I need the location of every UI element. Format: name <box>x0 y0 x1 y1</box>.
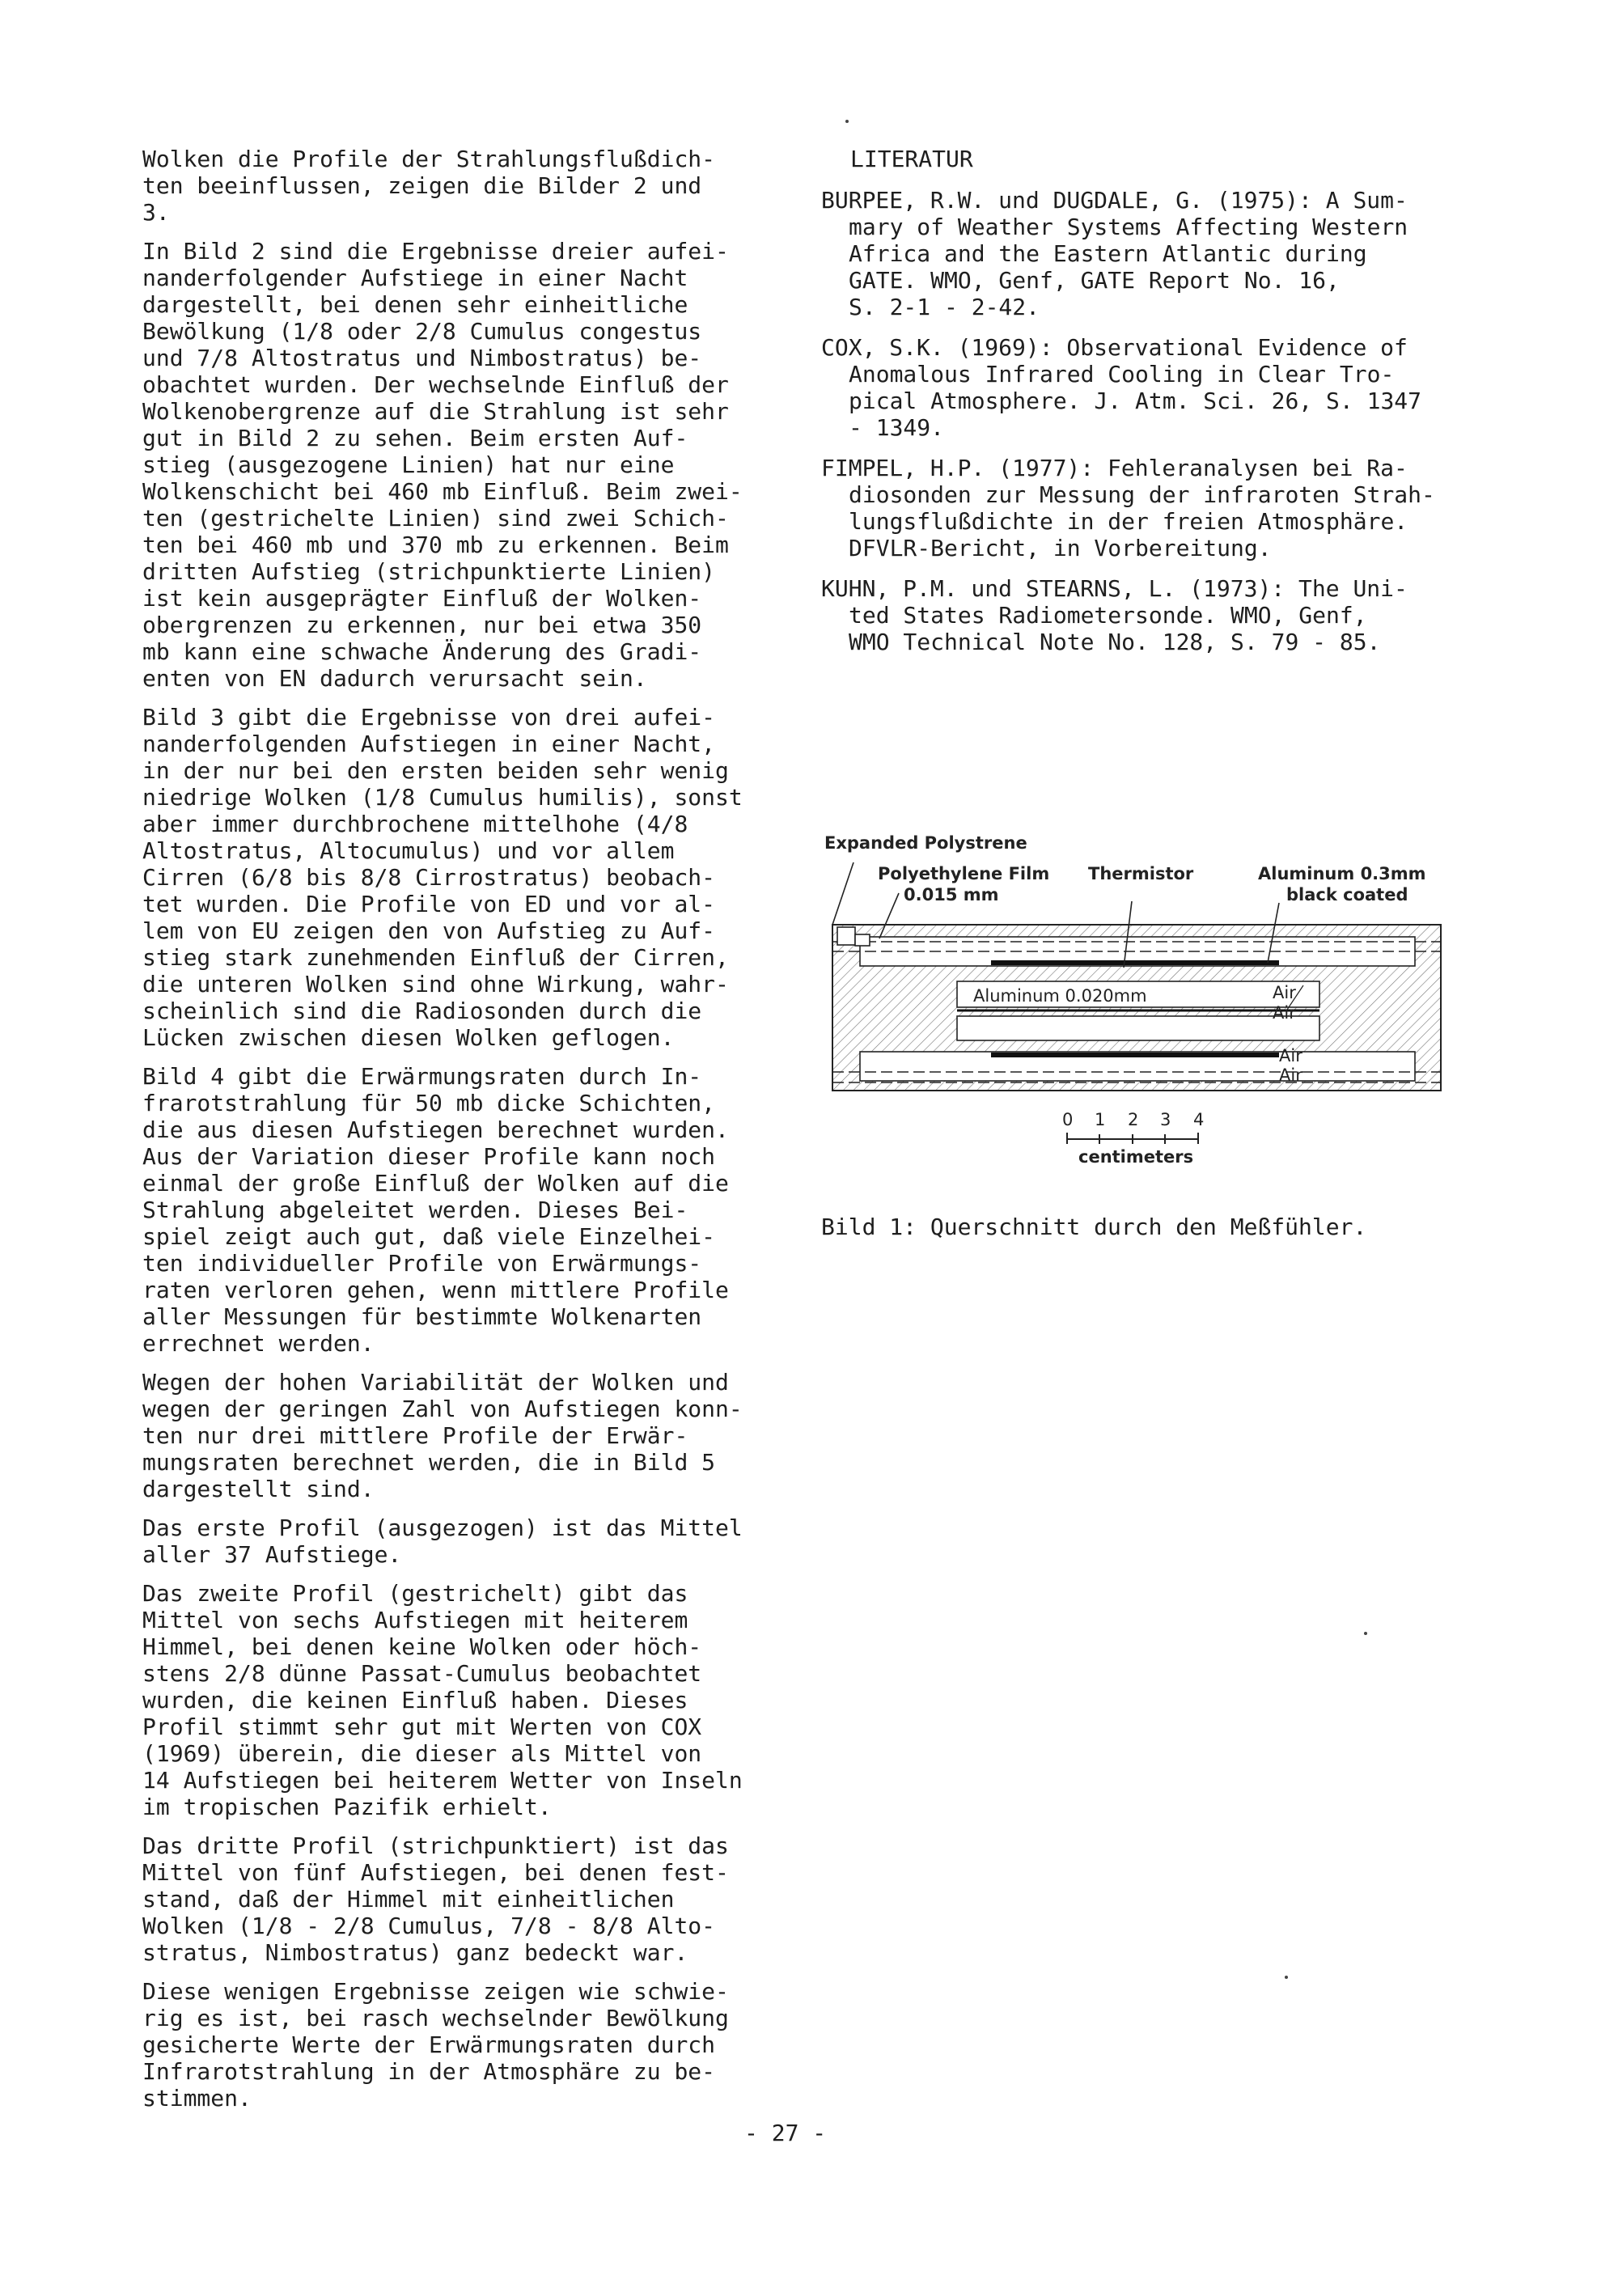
scan-speck <box>845 120 849 123</box>
scan-speck <box>1364 1632 1367 1635</box>
scale-tick-label: 2 <box>1128 1110 1139 1129</box>
left-column <box>142 146 790 2124</box>
scale-unit-label: centimeters <box>1078 1147 1194 1167</box>
sensor-cross-section-figure <box>821 824 1476 1180</box>
reference-entry: FIMPEL, H.P. (1977): Fehleranalysen bei Ra- diosonden zur Messung der infraroten Strah- lungsflußdichte in der freien Atmosphäre. DFVLR-Bericht, in Vorbereitung. <box>821 455 1435 561</box>
reference-entry: BURPEE, R.W. und DUGDALE, G. (1975): A Sum- mary of Weather Systems Affecting Western Africa and the Eastern Atlantic during GATE. WMO, Genf, GATE Report No. 16, S. 2-1 - 2-42. <box>821 187 1408 320</box>
right-column <box>821 146 1493 669</box>
label-expanded-polystrene: Expanded Polystrene <box>824 833 1027 853</box>
label-aluminum-outer: Aluminum 0.3mm <box>1258 864 1426 883</box>
label-air: Air <box>1273 983 1296 1002</box>
scan-speck <box>1285 1976 1288 1979</box>
scale-tick-label: 0 <box>1062 1110 1074 1129</box>
label-polyethylene-thickness: 0.015 mm <box>904 885 999 904</box>
reference-entry: COX, S.K. (1969): Observational Evidence of Anomalous Infrared Cooling in Clear Tro- pical Atmosphere. J. Atm. Sci. 26, S. 1347 - 1349. <box>821 334 1422 441</box>
literature-heading: LITERATUR <box>850 146 973 172</box>
label-aluminum-inner: Aluminum 0.020mm <box>973 986 1147 1006</box>
page-number: - 27 - <box>744 2120 827 2146</box>
label-air: Air <box>1279 1046 1302 1065</box>
paragraph: Bild 4 gibt die Erwärmungsraten durch In- frarotstrahlung für 50 mb dicke Schichten, die aus diesen Aufstiegen berechnet wurden. Aus der Variation dieser Profile kann noch einmal der große Einfluß der Wolken auf die Strahlung abgeleitet werden. Dieses Bei- spiel zeigt auch gut, daß viele Einzelhei- ten individueller Profile von Erwärmungs- raten verloren gehen, wenn mittlere Profile aller Messungen für bestimmte Wolkenarten errechnet werden. <box>142 1063 729 1357</box>
paragraph: Wegen der hohen Variabilität der Wolken und wegen der geringen Zahl von Aufstiegen konn- ten nur drei mittlere Profile der Erwär- mungsraten berechnet werden, die in Bild 5 dargestellt sind. <box>142 1369 743 1502</box>
label-air: Air <box>1273 1003 1296 1023</box>
label-air: Air <box>1279 1065 1302 1085</box>
label-thermistor: Thermistor <box>1088 864 1194 883</box>
figure-caption: Bild 1: Querschnitt durch den Meßfühler. <box>821 1214 1367 1240</box>
lower-aluminum-plate <box>991 1053 1279 1057</box>
paragraph: Das dritte Profil (strichpunktiert) ist das Mittel von fünf Aufstiegen, bei denen fest- stand, daß der Himmel mit einheitlichen Wolken (1/8 - 2/8 Cumulus, 7/8 - 8/8 Alto- stratus, Nimbostratus) ganz bedeckt war. <box>142 1832 729 1966</box>
scale-tick-label: 3 <box>1160 1110 1171 1129</box>
paragraph: Bild 3 gibt die Ergebnisse von drei aufei- nanderfolgenden Aufstiegen in einer Nacht, in der nur bei den ersten beiden sehr wenig niedrige Wolken (1/8 Cumulus humilis), sonst aber immer durchbrochene mittelhohe (4/8 Altostratus, Altocumulus) und vor allem Cirren (6/8 bis 8/8 Cirrostratus) beobach- tet wurden. Die Profile von ED und vor al- lem von EU zeigen den von Aufstieg zu Auf- stieg stark zunehmenden Einfluß der Cirren, die unteren Wolken sind ohne Wirkung, wahr- scheinlich sind die Radiosonden durch die Lücken zwischen diesen Wolken geflogen. <box>142 704 743 1051</box>
paragraph: Wolken die Profile der Strahlungsflußdich- ten beeinflussen, zeigen die Bilder 2 und 3. <box>142 146 716 226</box>
label-polyethylene-film: Polyethylene Film <box>878 864 1050 883</box>
paragraph: Das zweite Profil (gestrichelt) gibt das Mittel von sechs Aufstiegen mit heiterem Himmel, bei denen keine Wolken oder höch- stens 2/8 dünne Passat-Cumulus beobachtet wurden, die keinen Einfluß haben. Dieses Profil stimmt sehr gut mit Werten von COX (1969) überein, die dieser als Mittel von 14 Aufstiegen bei heiterem Wetter von Inseln im tropischen Pazifik erhielt. <box>142 1580 743 1820</box>
paragraph: Diese wenigen Ergebnisse zeigen wie schwie- rig es ist, bei rasch wechselnder Bewölkung gesicherte Werte der Erwärmungsraten durch Infrarotstrahlung in der Atmosphäre zu be- stimmen. <box>142 1978 729 2112</box>
upper-aluminum-plate <box>991 960 1279 965</box>
scale-tick-label: 4 <box>1193 1110 1205 1129</box>
label-black-coated: black coated <box>1286 885 1408 904</box>
inner-air-gap-lower <box>957 1016 1319 1040</box>
paragraph: Das erste Profil (ausgezogen) ist das Mittel aller 37 Aufstiege. <box>142 1514 743 1568</box>
paragraph: In Bild 2 sind die Ergebnisse dreier aufei- nanderfolgender Aufstiege in einer Nacht dargestellt, bei denen sehr einheitliche Bewölkung (1/8 oder 2/8 Cumulus congestus und 7/8 Altostratus und Nimbostratus) be- obachtet wurden. Der wechselnde Einfluß der Wolkenobergrenze auf die Strahlung ist sehr gut in Bild 2 zu sehen. Beim ersten Auf- stieg (ausgezogene Linien) hat nur eine Wolkenschicht bei 460 mb Einfluß. Beim zwei- ten (gestrichelte Linien) sind zwei Schich- ten bei 460 mb und 370 mb zu erkennen. Beim dritten Aufstieg (strichpunktierte Linien) ist kein ausgeprägter Einfluß der Wolken- obergrenzen zu erkennen, nur bei etwa 350 mb kann eine schwache Änderung des Gradi- enten von EN dadurch verursacht sein. <box>142 238 743 692</box>
scale-tick-label: 1 <box>1095 1110 1106 1129</box>
reference-entry: KUHN, P.M. und STEARNS, L. (1973): The Uni- ted States Radiometersonde. WMO, Genf, WMO Technical Note No. 128, S. 79 - 85. <box>821 575 1408 655</box>
